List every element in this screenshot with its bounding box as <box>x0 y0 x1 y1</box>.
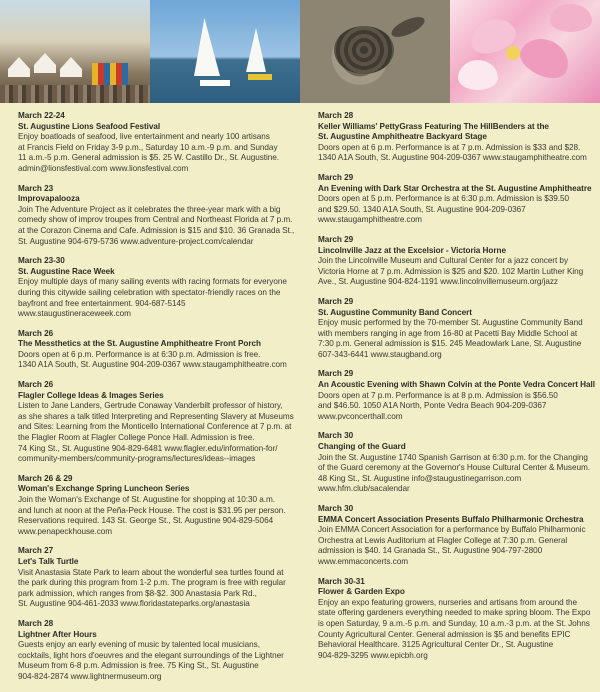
event-description: Join EMMA Concert Association for a performance by Buffalo Philharmonic <box>318 525 586 535</box>
festival-banner <box>92 63 128 85</box>
event-date: March 30 <box>318 431 354 441</box>
event-description: during this citywide sailing celebration with spectator-friendly races on the <box>18 287 281 297</box>
event-description: the Flagler Room at Flagler College Ponce Hall. Admission is free. <box>18 433 255 443</box>
event-title: Changing of the Guard <box>318 442 406 452</box>
event-entry <box>318 297 600 361</box>
tent-shape <box>8 57 30 77</box>
event-description: 48 King St., St. Augustine info@staugustinegarrison.com <box>318 473 522 483</box>
event-description: www.emmaconcerts.com <box>318 556 408 566</box>
event-description: park admission, which ranges from $8-$2. 300 Anastasia Park Rd., <box>18 588 257 598</box>
event-date: March 27 <box>18 546 54 556</box>
event-description: Victoria Horne at 7 p.m. Admission is $25 and $20. 102 Martin Luther King <box>318 266 584 276</box>
event-description: 904-829-3295 www.epicbh.org <box>318 650 428 660</box>
event-date: March 29 <box>318 296 354 306</box>
event-title: Lightner After Hours <box>18 629 97 639</box>
event-description: Museum from 6-8 p.m. Admission is free. 75 King St., St. Augustine <box>18 661 259 671</box>
event-title: Improvapalooza <box>18 194 80 204</box>
events-column-left <box>18 111 300 692</box>
event-description: bayfront and free entertainment. 904-687-5145 www.staugustineraceweek.com <box>18 298 186 319</box>
event-entry <box>18 256 300 320</box>
event-description: St. Augustine 904-679-5736 www.adventure-project.com/calendar <box>18 236 254 246</box>
event-description: the park during this program from 1-2 p.m. The program is free with regular <box>18 578 286 588</box>
event-description: Doors open at 6 p.m. Performance is at 6:30 p.m. Admission is free. <box>18 349 261 359</box>
event-entry <box>18 380 300 465</box>
event-title: EMMA Concert Association Presents Buffalo Philharmonic Orchestra <box>318 514 584 524</box>
event-title: St. Augustine Amphitheatre Backyard Stage <box>318 132 487 142</box>
event-title: Flower & Garden Expo <box>318 587 405 597</box>
event-description: Join the Woman's Exchange of St. Augustine for shopping at 10:30 a.m. <box>18 495 275 504</box>
event-title: Keller Williams' PettyGrass Featuring The HillBenders at the <box>318 121 549 131</box>
event-entry <box>318 111 600 164</box>
event-date: March 22-24 <box>18 111 65 120</box>
event-entry <box>18 474 300 538</box>
event-date: March 29 <box>318 172 354 182</box>
event-description: is open Saturday, 9 a.m.-5 p.m. and Sunday, 10 a.m.-3 p.m. at the St. Johns <box>318 618 590 628</box>
event-description: with members ranging in age from 16-80 at Pacetti Bay Middle School at <box>318 328 578 338</box>
event-entry <box>18 184 300 248</box>
event-description: 1340 A1A South, St. Augustine 904-209-0367 www.staugamphitheatre.com <box>18 360 287 370</box>
turtle-shell <box>334 26 394 74</box>
event-description: Doors open at 6 p.m. Performance is at 7 p.m. Admission is $33 and $28. <box>318 142 581 152</box>
event-title: Woman's Exchange Spring Luncheon Series <box>18 484 190 494</box>
event-description: Listen to Jane Landers, Gertrude Conaway Vanderbilt professor of history, <box>18 401 283 411</box>
event-description: at the Corazon Cinema and Cafe. Admission is $15 and $10. 36 Granada St., <box>18 225 295 235</box>
boat-hull <box>248 74 272 80</box>
event-description: www.hfm.club/sacalendar <box>318 484 410 494</box>
event-description: Reservations required. 143 St. George St., St. Augustine 904-829-5064 <box>18 516 274 526</box>
turtle-flipper <box>389 13 428 41</box>
festival-photo <box>0 0 150 103</box>
event-description: www.penapeckhouse.com <box>18 526 113 536</box>
event-date: March 30 <box>318 504 354 513</box>
event-title: St. Augustine Race Week <box>18 266 115 276</box>
events-columns <box>0 103 600 692</box>
sailboat-photo <box>150 0 300 103</box>
turtle-photo <box>300 0 450 103</box>
event-date: March 30-31 <box>318 576 365 586</box>
event-date: March 28 <box>18 618 54 628</box>
event-description: and lunch at noon at the Peña-Peck House. The cost is $31.95 per person. <box>18 505 286 515</box>
event-entry <box>18 329 300 371</box>
event-title: The Messthetics at the St. Augustine Amphitheatre Front Porch <box>18 339 261 349</box>
event-description: 1340 A1A South, St. Augustine 904-209-0367 www.staugamphitheatre.com <box>318 153 587 163</box>
event-description: County Agricultural Center. General admission is $5 and benefits EPIC <box>318 629 571 639</box>
event-title: An Evening with Dark Star Orchestra at the St. Augustine Amphitheatre <box>318 183 592 193</box>
event-title: Lincolnville Jazz at the Excelsior - Victoria Horne <box>318 245 506 255</box>
event-description: 11 a.m.-5 p.m. General admission is $5. 25 W. Castillo Dr., St. Augustine. <box>18 153 279 163</box>
crowd-shape <box>0 85 150 103</box>
photo-strip <box>0 0 600 103</box>
petal-shape <box>515 31 576 85</box>
event-description: state offering gardeners everything needed to make spring bloom. The Expo <box>318 608 591 618</box>
event-description: www.pvconcerthall.com <box>318 411 403 421</box>
tent-shape <box>34 53 56 73</box>
event-description: Join The Adventure Project as it celebrates the three-year mark with a big <box>18 204 281 214</box>
event-description: cocktails, light hors d'oeuvres and the elegant surroundings of the Lightner <box>18 650 284 660</box>
event-title: Flagler College Ideas & Images Series <box>18 390 164 400</box>
event-description: Enjoy music performed by the 70-member St. Augustine Community Band <box>318 318 583 328</box>
sail-shape <box>246 28 266 72</box>
event-description: 607-343-6441 www.staugband.org <box>318 349 442 359</box>
event-date: March 23-30 <box>18 256 65 266</box>
sail-shape <box>194 18 220 76</box>
event-description: Enjoy boatloads of seafood, live entertainment and nearly 100 artisans <box>18 132 270 142</box>
event-description: 74 King St., St. Augustine 904-829-6481 www.flagler.edu/information-for/ <box>18 443 278 453</box>
event-description: Ave., St. Augustine 904-824-1191 www.lincolnvillemuseum.org/jazz <box>318 277 558 287</box>
event-entry <box>318 369 600 422</box>
event-description: and Sites: Learning from the Monticello International Conference at 7 p.m. at <box>18 422 292 432</box>
event-title: Let's Talk Turtle <box>18 556 79 566</box>
event-entry <box>318 504 600 568</box>
event-description: Join the Lincolnville Museum and Cultural Center for a jazz concert by <box>318 256 568 266</box>
petal-shape <box>550 4 592 32</box>
flower-center <box>506 46 520 60</box>
event-description: at Francis Field on Friday 3-9 p.m., Saturday 10 a.m.-9 p.m. and Sunday <box>18 142 278 152</box>
petal-shape <box>458 60 498 90</box>
event-description: www.staugamphitheatre.com <box>318 215 422 225</box>
event-description: comedy show of improv troupes from Central and Northeast Florida at 7 p.m. <box>18 215 293 225</box>
event-date: March 29 <box>318 234 354 244</box>
event-description: St. Augustine 904-461-2033 www.floridastateparks.org/anastasia <box>18 599 250 609</box>
event-entry <box>318 431 600 495</box>
event-title: St. Augustine Lions Seafood Festival <box>18 121 161 131</box>
event-date: March 26 <box>18 380 54 390</box>
event-description: of the Guard ceremony at the Governor's House Cultural Center & Museum. <box>318 463 590 473</box>
event-date: March 29 <box>318 369 354 379</box>
event-description: Enjoy an expo featuring growers, nurseries and artisans from around the <box>318 597 578 607</box>
event-description: Join the St. Augustine 1740 Spanish Garrison at 6:30 p.m. for the Changing <box>318 452 588 462</box>
event-date: March 28 <box>318 111 354 120</box>
boat-hull <box>200 80 230 86</box>
event-description: admin@lionsfestival.com www.lionsfestival.com <box>18 163 189 173</box>
event-entry <box>18 546 300 610</box>
event-entry <box>18 111 300 175</box>
event-date: March 26 & 29 <box>18 473 73 483</box>
event-description: admission is $40. 14 Granada St., St. Augustine 904-797-2800 <box>318 546 543 556</box>
event-title: St. Augustine Community Band Concert <box>318 307 472 317</box>
event-entry <box>318 173 600 226</box>
event-description: as she shares a talk titled Interpreting and Representing Slavery at Museums <box>18 411 294 421</box>
event-description: Behavioral Healthcare. 3125 Agricultural Center Dr., St. Augustine <box>318 640 554 650</box>
event-description: Guests enjoy an early evening of music by talented local musicians, <box>18 640 260 650</box>
event-description: and $46.50. 1050 A1A North, Ponte Vedra Beach 904-209-0367 <box>318 401 547 411</box>
event-entry <box>318 577 600 662</box>
event-description: Orchestra at Lewis Auditorium at Flagler College at 7:30 p.m. General <box>318 535 568 545</box>
event-description: Doors open at 7 p.m. Performance is at 8 p.m. Admission is $56.50 <box>318 390 558 400</box>
event-description: 7:30 p.m. General admission is $15. 245 Meadowlark Lane, St. Augustine <box>318 339 582 349</box>
event-entry <box>318 235 600 288</box>
tent-shape <box>60 57 82 77</box>
event-entry <box>18 619 300 683</box>
event-title: An Acoustic Evening with Shawn Colvin at the Ponte Vedra Concert Hall <box>318 380 595 390</box>
event-date: March 23 <box>18 183 54 193</box>
event-description: community-members/community-programs/lectures/ideas--images <box>18 454 256 464</box>
event-description: Enjoy multiple days of many sailing events with racing formats for everyone <box>18 277 287 287</box>
event-description: Visit Anastasia State Park to learn about the wonderful sea turtles found at <box>18 567 284 577</box>
orchid-photo <box>450 0 600 103</box>
events-column-right <box>318 111 600 692</box>
event-description: and $29.50. 1340 A1A South, St. Augustine 904-209-0367 <box>318 204 526 214</box>
event-description: 904-824-2874 www.lightnermuseum.org <box>18 671 162 681</box>
event-date: March 26 <box>18 328 54 338</box>
event-description: Doors open at 5 p.m. Performance is at 6:30 p.m. Admission is $39.50 <box>318 194 569 204</box>
